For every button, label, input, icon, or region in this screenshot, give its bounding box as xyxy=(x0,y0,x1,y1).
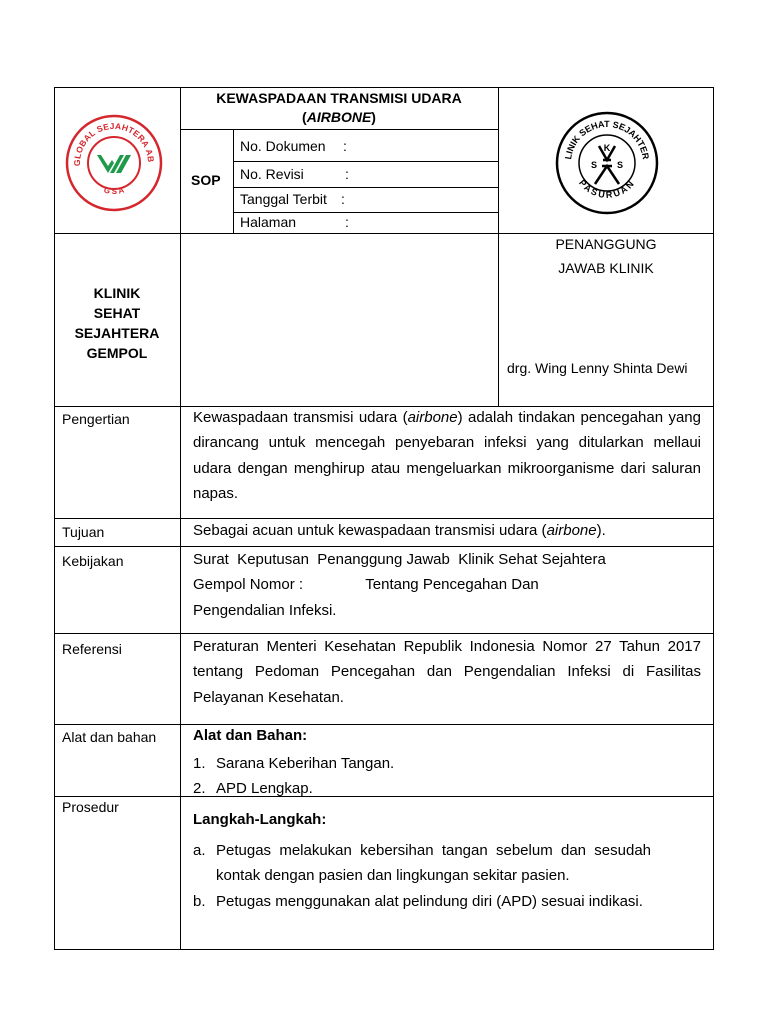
list-item: 1. Sarana Keberihan Tangan. xyxy=(193,755,395,772)
alat-list xyxy=(193,751,693,802)
divider xyxy=(180,406,181,949)
tujuan-text: Sebagai acuan untuk kewaspadaan transmisi udara (airbone). xyxy=(193,522,606,539)
label-pengertian: Pengertian xyxy=(62,411,130,427)
meta-value-revisi: : xyxy=(345,166,349,182)
label-prosedur: Prosedur xyxy=(62,799,119,815)
list-item: a. Petugas melakukan kebersihan tangan sebelum dan sesudah kontak dengan pasien dan lingkungan sekitar pasien. xyxy=(193,842,651,885)
table-border-top xyxy=(54,87,714,88)
list-item: b. Petugas menggunakan alat pelindung diri (APD) sesuai indikasi. xyxy=(193,892,643,910)
pengertian-text: Kewaspadaan transmisi udara (airbone) adalah tindakan pencegahan yang dirancang untuk mencegah penyebaran infeksi yang ditularkan mellaui udara dengan menghirup atau mengeluarkan mikroorganisme dari saluran napas. xyxy=(193,409,701,502)
list-item: 2. APD Lengkap. xyxy=(193,780,313,798)
logo-letter-k: K xyxy=(603,143,611,153)
svg-text:G S A xyxy=(103,185,125,196)
meta-value-halaman: : xyxy=(345,214,349,230)
title-line-1: KEWASPADAAN TRANSMISI UDARA xyxy=(216,90,462,106)
meta-label-halaman: Halaman xyxy=(240,214,297,230)
document-title xyxy=(181,89,497,127)
divider xyxy=(233,212,498,213)
label-tujuan: Tujuan xyxy=(62,524,105,540)
meta-label-revisi: No. Revisi xyxy=(240,166,304,182)
kebijakan-text: Surat Keputusan Penanggung Jawab Klinik Sehat Sejahtera Gempol Nomor : Tentang Pencegahan Dan Pengendalian Infeksi. xyxy=(193,551,606,619)
alat-heading: Alat dan Bahan: xyxy=(193,727,308,744)
clinic-name: KLINIK SEHAT SEJAHTERA GEMPOL xyxy=(74,285,160,361)
divider xyxy=(180,129,498,130)
meta-label-dokumen: No. Dokumen xyxy=(240,138,326,154)
klinik-ring-text: LINIK SEHAT SEJAHTER xyxy=(563,118,651,161)
label-alat: Alat dan bahan xyxy=(62,729,157,745)
logo-letter-s1: S xyxy=(590,160,598,170)
table-border-bottom xyxy=(54,949,714,950)
referensi-text: Peraturan Menteri Kesehatan Republik Indonesia Nomor 27 Tahun 2017 tentang Pedoman Pencegahan dan Pengendalian Infeksi di Fasilitas Pelayanan Kesehatan. xyxy=(193,638,701,706)
klinik-logo-graphic xyxy=(554,110,660,216)
divider xyxy=(233,187,498,188)
meta-value-tanggal: : xyxy=(341,191,345,207)
responsible-title: PENANGGUNG JAWAB KLINIK xyxy=(555,236,657,276)
divider xyxy=(233,129,234,233)
gsa-bottom-text: G S A xyxy=(102,185,126,197)
label-referensi: Referensi xyxy=(62,641,122,657)
prosedur-heading: Langkah-Langkah: xyxy=(193,811,327,828)
responsible-name: drg. Wing Lenny Shinta Dewi xyxy=(507,360,688,376)
title-airbone: AIRBONE xyxy=(306,109,372,125)
gsa-ring-text: GLOBAL SEJAHTERA AB xyxy=(71,120,157,167)
prosedur-steps xyxy=(193,838,651,910)
label-kebijakan: Kebijakan xyxy=(62,553,124,569)
svg-text:PT. GLOBAL SEJAHTERA ABADA xyxy=(64,113,156,166)
svg-text:PASURUAN xyxy=(577,178,637,200)
gsa-logo xyxy=(64,113,164,213)
divider xyxy=(180,87,181,406)
divider xyxy=(233,161,498,162)
logo-letter-s2: S xyxy=(616,160,624,170)
gsa-logo-graphic xyxy=(64,113,164,213)
klinik-logo xyxy=(554,110,660,216)
meta-value-dokumen: : xyxy=(343,138,347,154)
title-line-2: (AIRBONE) xyxy=(302,109,376,125)
sop-label: SOP xyxy=(191,172,221,188)
klinik-bottom-text: PASURUAN xyxy=(577,177,637,201)
meta-label-tanggal: Tanggal Terbit xyxy=(240,191,327,207)
divider xyxy=(54,724,714,725)
